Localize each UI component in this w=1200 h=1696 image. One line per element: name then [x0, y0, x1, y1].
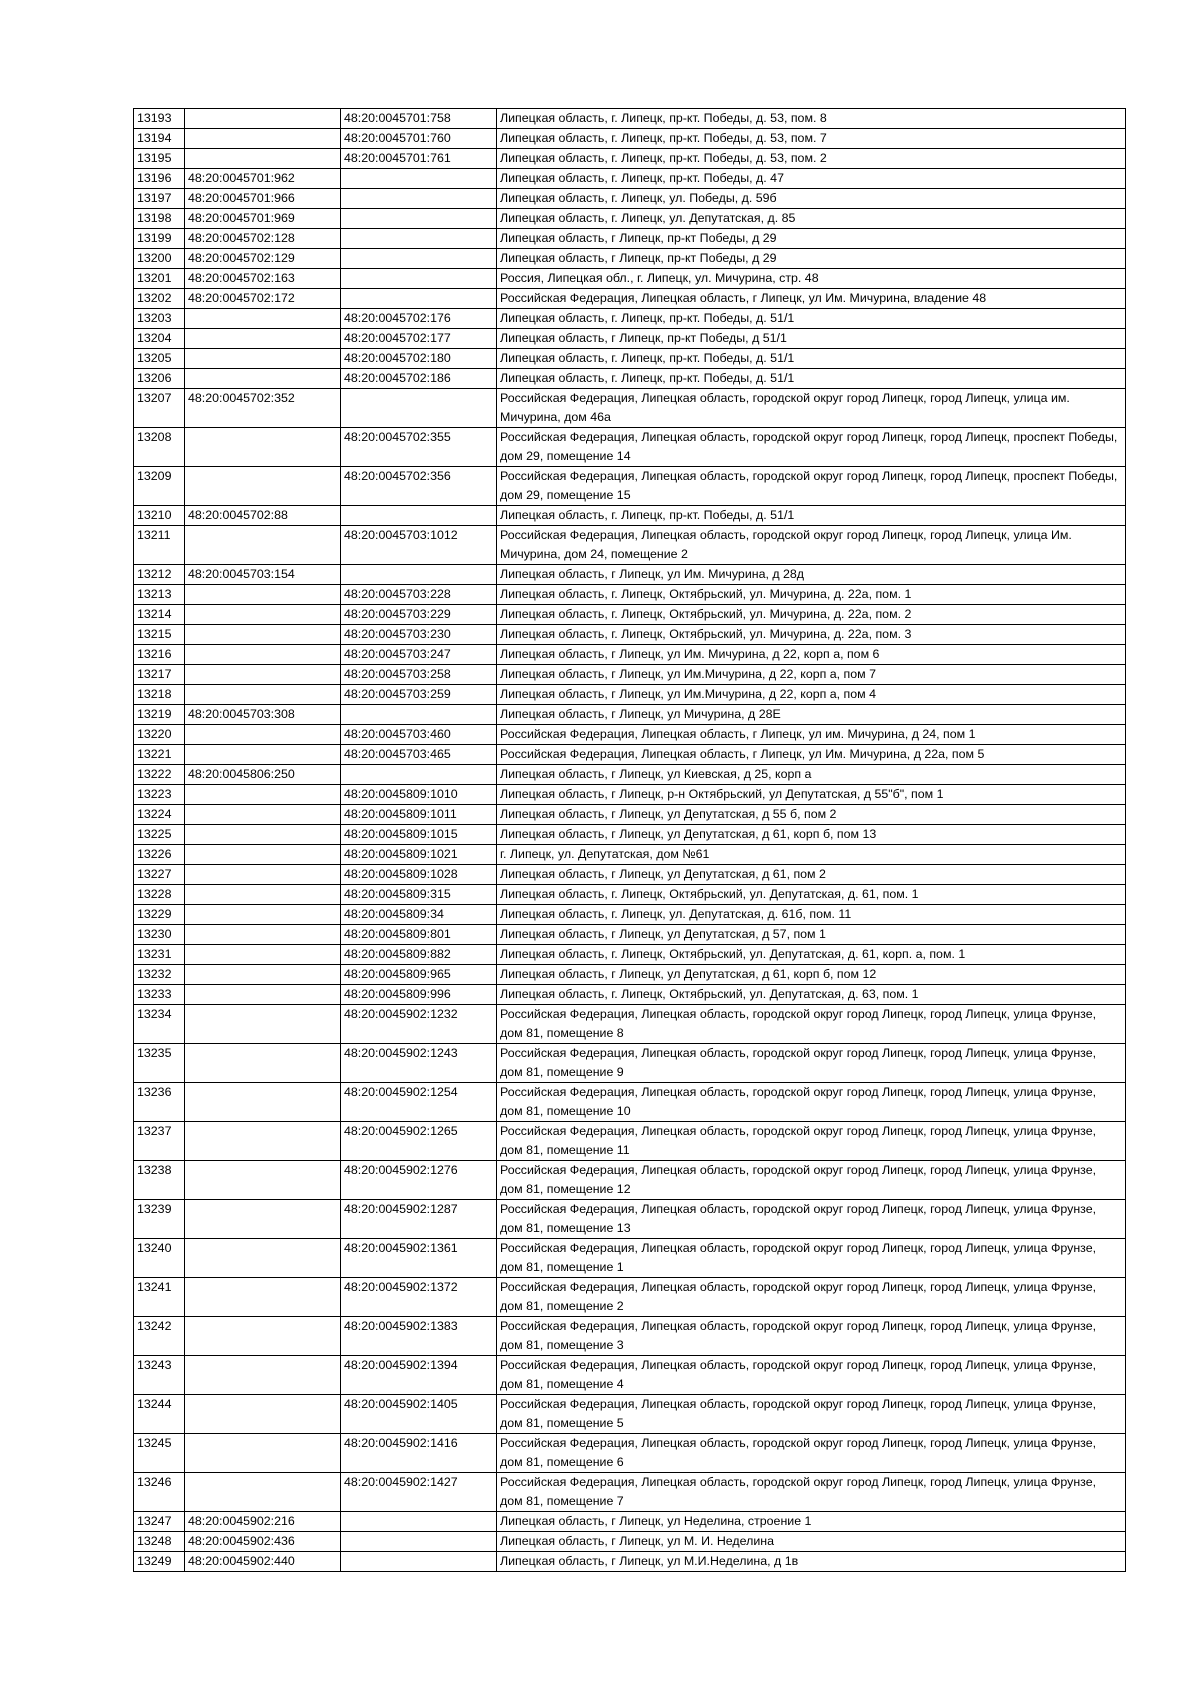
table-row — [134, 526, 1126, 565]
row-number-cell: 13235 — [134, 1044, 185, 1083]
records-table — [133, 108, 1126, 1572]
premises-cadastral-number-cell: 48:20:0045703:465 — [341, 745, 497, 765]
row-number-cell: 13225 — [134, 825, 185, 845]
row-number-cell: 13197 — [134, 189, 185, 209]
table-row — [134, 1083, 1126, 1122]
row-number-cell: 13227 — [134, 865, 185, 885]
table-row — [134, 209, 1126, 229]
records-table-body — [134, 109, 1126, 1572]
address-cell: Липецкая область, г. Липецк, пр-кт. Победы, д. 47 — [497, 169, 1126, 189]
land-cadastral-number-cell — [185, 329, 341, 349]
land-cadastral-number-cell — [185, 349, 341, 369]
address-cell: Российская Федерация, Липецкая область, городской округ город Липецк, город Липецк, улица Фрунзе, дом 81, помещение 4 — [497, 1356, 1126, 1395]
land-cadastral-number-cell — [185, 1317, 341, 1356]
land-cadastral-number-cell: 48:20:0045701:962 — [185, 169, 341, 189]
land-cadastral-number-cell: 48:20:0045702:128 — [185, 229, 341, 249]
premises-cadastral-number-cell: 48:20:0045702:177 — [341, 329, 497, 349]
address-cell: Липецкая область, г Липецк, ул Депутатская, д 61, корп б, пом 12 — [497, 965, 1126, 985]
address-cell: Липецкая область, г Липецк, ул Депутатская, д 61, пом 2 — [497, 865, 1126, 885]
land-cadastral-number-cell — [185, 1161, 341, 1200]
row-number-cell: 13212 — [134, 565, 185, 585]
table-row — [134, 585, 1126, 605]
table-row — [134, 645, 1126, 665]
table-row — [134, 109, 1126, 129]
address-cell: Российская Федерация, Липецкая область, городской округ город Липецк, город Липецк, улица Фрунзе, дом 81, помещение 2 — [497, 1278, 1126, 1317]
table-row — [134, 845, 1126, 865]
address-cell: Российская Федерация, Липецкая область, городской округ город Липецк, город Липецк, проспект Победы, дом 29, помещение 14 — [497, 428, 1126, 467]
land-cadastral-number-cell — [185, 845, 341, 865]
address-cell: Липецкая область, г. Липецк, Октябрьский, ул. Депутатская, д. 61, пом. 1 — [497, 885, 1126, 905]
premises-cadastral-number-cell: 48:20:0045701:761 — [341, 149, 497, 169]
premises-cadastral-number-cell: 48:20:0045809:996 — [341, 985, 497, 1005]
table-row — [134, 825, 1126, 845]
premises-cadastral-number-cell — [341, 289, 497, 309]
land-cadastral-number-cell — [185, 945, 341, 965]
row-number-cell: 13240 — [134, 1239, 185, 1278]
table-row — [134, 349, 1126, 369]
land-cadastral-number-cell — [185, 109, 341, 129]
row-number-cell: 13215 — [134, 625, 185, 645]
address-cell: Россия, Липецкая обл., г. Липецк, ул. Мичурина, стр. 48 — [497, 269, 1126, 289]
premises-cadastral-number-cell: 48:20:0045902:1427 — [341, 1473, 497, 1512]
premises-cadastral-number-cell: 48:20:0045701:758 — [341, 109, 497, 129]
row-number-cell: 13214 — [134, 605, 185, 625]
table-row — [134, 1434, 1126, 1473]
address-cell: Липецкая область, г. Липецк, пр-кт. Победы, д. 51/1 — [497, 506, 1126, 526]
land-cadastral-number-cell — [185, 1239, 341, 1278]
table-row — [134, 805, 1126, 825]
table-row — [134, 925, 1126, 945]
premises-cadastral-number-cell: 48:20:0045809:1021 — [341, 845, 497, 865]
table-row — [134, 725, 1126, 745]
address-cell: Российская Федерация, Липецкая область, городской округ город Липецк, город Липецк, улица Фрунзе, дом 81, помещение 5 — [497, 1395, 1126, 1434]
premises-cadastral-number-cell: 48:20:0045809:1028 — [341, 865, 497, 885]
address-cell: Российская Федерация, Липецкая область, городской округ город Липецк, город Липецк, проспект Победы, дом 29, помещение 15 — [497, 467, 1126, 506]
premises-cadastral-number-cell: 48:20:0045809:315 — [341, 885, 497, 905]
row-number-cell: 13204 — [134, 329, 185, 349]
premises-cadastral-number-cell — [341, 209, 497, 229]
address-cell: Липецкая область, г. Липецк, Октябрьский, ул. Депутатская, д. 61, корп. а, пом. 1 — [497, 945, 1126, 965]
table-row — [134, 129, 1126, 149]
row-number-cell: 13244 — [134, 1395, 185, 1434]
land-cadastral-number-cell — [185, 725, 341, 745]
row-number-cell: 13234 — [134, 1005, 185, 1044]
table-row — [134, 1395, 1126, 1434]
premises-cadastral-number-cell: 48:20:0045703:228 — [341, 585, 497, 605]
table-row — [134, 985, 1126, 1005]
address-cell: Липецкая область, г Липецк, ул Им. Мичурина, д 28д — [497, 565, 1126, 585]
row-number-cell: 13202 — [134, 289, 185, 309]
address-cell: Липецкая область, г. Липецк, пр-кт. Победы, д. 53, пом. 7 — [497, 129, 1126, 149]
table-row — [134, 885, 1126, 905]
address-cell: Липецкая область, г Липецк, ул М. И. Неделина — [497, 1532, 1126, 1552]
premises-cadastral-number-cell: 48:20:0045902:1405 — [341, 1395, 497, 1434]
address-cell: Российская Федерация, Липецкая область, городской округ город Липецк, город Липецк, улица Фрунзе, дом 81, помещение 13 — [497, 1200, 1126, 1239]
land-cadastral-number-cell — [185, 1434, 341, 1473]
row-number-cell: 13195 — [134, 149, 185, 169]
table-row — [134, 1161, 1126, 1200]
land-cadastral-number-cell — [185, 428, 341, 467]
row-number-cell: 13232 — [134, 965, 185, 985]
table-row — [134, 1317, 1126, 1356]
premises-cadastral-number-cell: 48:20:0045902:1416 — [341, 1434, 497, 1473]
premises-cadastral-number-cell: 48:20:0045809:801 — [341, 925, 497, 945]
row-number-cell: 13223 — [134, 785, 185, 805]
table-row — [134, 369, 1126, 389]
land-cadastral-number-cell: 48:20:0045702:352 — [185, 389, 341, 428]
address-cell: Российская Федерация, Липецкая область, городской округ город Липецк, город Липецк, улица Им. Мичурина, дом 24, помещение 2 — [497, 526, 1126, 565]
address-cell: Липецкая область, г. Липецк, пр-кт. Победы, д. 53, пом. 8 — [497, 109, 1126, 129]
address-cell: Российская Федерация, Липецкая область, городской округ город Липецк, город Липецк, улица Фрунзе, дом 81, помещение 1 — [497, 1239, 1126, 1278]
land-cadastral-number-cell — [185, 865, 341, 885]
address-cell: Липецкая область, г. Липецк, Октябрьский, ул. Мичурина, д. 22а, пом. 3 — [497, 625, 1126, 645]
row-number-cell: 13193 — [134, 109, 185, 129]
premises-cadastral-number-cell: 48:20:0045902:1287 — [341, 1200, 497, 1239]
table-row — [134, 605, 1126, 625]
address-cell: Липецкая область, г Липецк, ул Депутатская, д 57, пом 1 — [497, 925, 1126, 945]
table-row — [134, 467, 1126, 506]
address-cell: г. Липецк, ул. Депутатская, дом №61 — [497, 845, 1126, 865]
row-number-cell: 13242 — [134, 1317, 185, 1356]
table-row — [134, 329, 1126, 349]
table-row — [134, 309, 1126, 329]
table-row — [134, 945, 1126, 965]
row-number-cell: 13216 — [134, 645, 185, 665]
premises-cadastral-number-cell — [341, 269, 497, 289]
premises-cadastral-number-cell: 48:20:0045703:247 — [341, 645, 497, 665]
land-cadastral-number-cell: 48:20:0045702:129 — [185, 249, 341, 269]
row-number-cell: 13222 — [134, 765, 185, 785]
land-cadastral-number-cell: 48:20:0045902:216 — [185, 1512, 341, 1532]
premises-cadastral-number-cell — [341, 506, 497, 526]
land-cadastral-number-cell — [185, 1005, 341, 1044]
premises-cadastral-number-cell — [341, 169, 497, 189]
address-cell: Липецкая область, г Липецк, ул Мичурина, д 28Е — [497, 705, 1126, 725]
table-row — [134, 389, 1126, 428]
table-row — [134, 905, 1126, 925]
table-row — [134, 1532, 1126, 1552]
row-number-cell: 13203 — [134, 309, 185, 329]
table-row — [134, 149, 1126, 169]
land-cadastral-number-cell: 48:20:0045902:440 — [185, 1552, 341, 1572]
table-row — [134, 865, 1126, 885]
table-row — [134, 1356, 1126, 1395]
table-row — [134, 289, 1126, 309]
land-cadastral-number-cell — [185, 605, 341, 625]
address-cell: Российская Федерация, Липецкая область, г Липецк, ул им. Мичурина, д 24, пом 1 — [497, 725, 1126, 745]
row-number-cell: 13241 — [134, 1278, 185, 1317]
address-cell: Липецкая область, г. Липецк, пр-кт. Победы, д. 53, пом. 2 — [497, 149, 1126, 169]
land-cadastral-number-cell — [185, 905, 341, 925]
premises-cadastral-number-cell: 48:20:0045703:229 — [341, 605, 497, 625]
address-cell: Российская Федерация, Липецкая область, городской округ город Липецк, город Липецк, улица Фрунзе, дом 81, помещение 7 — [497, 1473, 1126, 1512]
premises-cadastral-number-cell: 48:20:0045902:1254 — [341, 1083, 497, 1122]
land-cadastral-number-cell: 48:20:0045902:436 — [185, 1532, 341, 1552]
table-row — [134, 506, 1126, 526]
row-number-cell: 13220 — [134, 725, 185, 745]
address-cell: Российская Федерация, Липецкая область, городской округ город Липецк, город Липецк, улица Фрунзе, дом 81, помещение 6 — [497, 1434, 1126, 1473]
address-cell: Липецкая область, г Липецк, ул М.И.Неделина, д 1в — [497, 1552, 1126, 1572]
row-number-cell: 13245 — [134, 1434, 185, 1473]
premises-cadastral-number-cell — [341, 389, 497, 428]
land-cadastral-number-cell — [185, 309, 341, 329]
table-row — [134, 625, 1126, 645]
address-cell: Российская Федерация, Липецкая область, городской округ город Липецк, город Липецк, улица Фрунзе, дом 81, помещение 12 — [497, 1161, 1126, 1200]
row-number-cell: 13230 — [134, 925, 185, 945]
table-row — [134, 189, 1126, 209]
row-number-cell: 13237 — [134, 1122, 185, 1161]
land-cadastral-number-cell — [185, 785, 341, 805]
address-cell: Липецкая область, г Липецк, пр-кт Победы, д 29 — [497, 229, 1126, 249]
row-number-cell: 13206 — [134, 369, 185, 389]
row-number-cell: 13219 — [134, 705, 185, 725]
premises-cadastral-number-cell: 48:20:0045902:1372 — [341, 1278, 497, 1317]
table-row — [134, 745, 1126, 765]
address-cell: Липецкая область, г Липецк, ул Депутатская, д 61, корп б, пом 13 — [497, 825, 1126, 845]
premises-cadastral-number-cell — [341, 1532, 497, 1552]
address-cell: Липецкая область, г. Липецк, пр-кт. Победы, д. 51/1 — [497, 369, 1126, 389]
table-row — [134, 428, 1126, 467]
row-number-cell: 13246 — [134, 1473, 185, 1512]
address-cell: Липецкая область, г Липецк, пр-кт Победы, д 29 — [497, 249, 1126, 269]
premises-cadastral-number-cell: 48:20:0045809:34 — [341, 905, 497, 925]
table-row — [134, 269, 1126, 289]
premises-cadastral-number-cell: 48:20:0045809:1015 — [341, 825, 497, 845]
land-cadastral-number-cell — [185, 1044, 341, 1083]
row-number-cell: 13194 — [134, 129, 185, 149]
table-row — [134, 785, 1126, 805]
row-number-cell: 13211 — [134, 526, 185, 565]
land-cadastral-number-cell — [185, 805, 341, 825]
address-cell: Липецкая область, г Липецк, ул Им. Мичурина, д 22, корп а, пом 6 — [497, 645, 1126, 665]
land-cadastral-number-cell: 48:20:0045702:88 — [185, 506, 341, 526]
row-number-cell: 13247 — [134, 1512, 185, 1532]
premises-cadastral-number-cell: 48:20:0045902:1243 — [341, 1044, 497, 1083]
premises-cadastral-number-cell: 48:20:0045902:1383 — [341, 1317, 497, 1356]
table-row — [134, 169, 1126, 189]
table-row — [134, 1239, 1126, 1278]
address-cell: Липецкая область, г. Липецк, пр-кт. Победы, д. 51/1 — [497, 309, 1126, 329]
table-row — [134, 765, 1126, 785]
land-cadastral-number-cell — [185, 467, 341, 506]
row-number-cell: 13249 — [134, 1552, 185, 1572]
premises-cadastral-number-cell — [341, 705, 497, 725]
land-cadastral-number-cell: 48:20:0045703:308 — [185, 705, 341, 725]
land-cadastral-number-cell — [185, 369, 341, 389]
table-row — [134, 1200, 1126, 1239]
row-number-cell: 13209 — [134, 467, 185, 506]
land-cadastral-number-cell — [185, 885, 341, 905]
premises-cadastral-number-cell: 48:20:0045809:882 — [341, 945, 497, 965]
row-number-cell: 13196 — [134, 169, 185, 189]
land-cadastral-number-cell — [185, 585, 341, 605]
premises-cadastral-number-cell — [341, 1512, 497, 1532]
address-cell: Российская Федерация, Липецкая область, г Липецк, ул Им. Мичурина, д 22а, пом 5 — [497, 745, 1126, 765]
address-cell: Липецкая область, г. Липецк, ул. Победы, д. 59б — [497, 189, 1126, 209]
premises-cadastral-number-cell: 48:20:0045703:460 — [341, 725, 497, 745]
premises-cadastral-number-cell: 48:20:0045809:965 — [341, 965, 497, 985]
premises-cadastral-number-cell: 48:20:0045703:230 — [341, 625, 497, 645]
address-cell: Липецкая область, г Липецк, ул Киевская, д 25, корп а — [497, 765, 1126, 785]
row-number-cell: 13236 — [134, 1083, 185, 1122]
land-cadastral-number-cell — [185, 1356, 341, 1395]
address-cell: Российская Федерация, Липецкая область, городской округ город Липецк, город Липецк, улица Фрунзе, дом 81, помещение 8 — [497, 1005, 1126, 1044]
land-cadastral-number-cell: 48:20:0045701:966 — [185, 189, 341, 209]
land-cadastral-number-cell — [185, 129, 341, 149]
row-number-cell: 13201 — [134, 269, 185, 289]
table-row — [134, 965, 1126, 985]
row-number-cell: 13213 — [134, 585, 185, 605]
row-number-cell: 13233 — [134, 985, 185, 1005]
table-row — [134, 1044, 1126, 1083]
land-cadastral-number-cell — [185, 1083, 341, 1122]
address-cell: Липецкая область, г Липецк, пр-кт Победы, д 51/1 — [497, 329, 1126, 349]
address-cell: Российская Федерация, Липецкая область, городской округ город Липецк, город Липецк, улица Фрунзе, дом 81, помещение 11 — [497, 1122, 1126, 1161]
land-cadastral-number-cell: 48:20:0045806:250 — [185, 765, 341, 785]
land-cadastral-number-cell — [185, 965, 341, 985]
premises-cadastral-number-cell: 48:20:0045902:1394 — [341, 1356, 497, 1395]
land-cadastral-number-cell — [185, 1278, 341, 1317]
land-cadastral-number-cell: 48:20:0045702:172 — [185, 289, 341, 309]
land-cadastral-number-cell: 48:20:0045703:154 — [185, 565, 341, 585]
premises-cadastral-number-cell: 48:20:0045703:259 — [341, 685, 497, 705]
row-number-cell: 13217 — [134, 665, 185, 685]
address-cell: Российская Федерация, Липецкая область, г Липецк, ул Им. Мичурина, владение 48 — [497, 289, 1126, 309]
land-cadastral-number-cell — [185, 825, 341, 845]
row-number-cell: 13198 — [134, 209, 185, 229]
land-cadastral-number-cell — [185, 149, 341, 169]
land-cadastral-number-cell: 48:20:0045702:163 — [185, 269, 341, 289]
table-row — [134, 1552, 1126, 1572]
address-cell: Российская Федерация, Липецкая область, городской округ город Липецк, город Липецк, улица Фрунзе, дом 81, помещение 9 — [497, 1044, 1126, 1083]
premises-cadastral-number-cell: 48:20:0045702:356 — [341, 467, 497, 506]
land-cadastral-number-cell — [185, 665, 341, 685]
premises-cadastral-number-cell: 48:20:0045703:258 — [341, 665, 497, 685]
premises-cadastral-number-cell — [341, 565, 497, 585]
address-cell: Российская Федерация, Липецкая область, городской округ город Липецк, город Липецк, улица им. Мичурина, дом 46а — [497, 389, 1126, 428]
row-number-cell: 13231 — [134, 945, 185, 965]
row-number-cell: 13229 — [134, 905, 185, 925]
premises-cadastral-number-cell: 48:20:0045902:1276 — [341, 1161, 497, 1200]
row-number-cell: 13238 — [134, 1161, 185, 1200]
row-number-cell: 13207 — [134, 389, 185, 428]
row-number-cell: 13243 — [134, 1356, 185, 1395]
table-row — [134, 1005, 1126, 1044]
premises-cadastral-number-cell: 48:20:0045902:1361 — [341, 1239, 497, 1278]
address-cell: Липецкая область, г. Липецк, ул. Депутатская, д. 85 — [497, 209, 1126, 229]
row-number-cell: 13210 — [134, 506, 185, 526]
table-row — [134, 565, 1126, 585]
address-cell: Липецкая область, г Липецк, ул Неделина, строение 1 — [497, 1512, 1126, 1532]
land-cadastral-number-cell — [185, 685, 341, 705]
address-cell: Российская Федерация, Липецкая область, городской округ город Липецк, город Липецк, улица Фрунзе, дом 81, помещение 3 — [497, 1317, 1126, 1356]
address-cell: Российская Федерация, Липецкая область, городской округ город Липецк, город Липецк, улица Фрунзе, дом 81, помещение 10 — [497, 1083, 1126, 1122]
premises-cadastral-number-cell — [341, 229, 497, 249]
table-row — [134, 1512, 1126, 1532]
land-cadastral-number-cell — [185, 1473, 341, 1512]
premises-cadastral-number-cell — [341, 189, 497, 209]
row-number-cell: 13221 — [134, 745, 185, 765]
premises-cadastral-number-cell: 48:20:0045703:1012 — [341, 526, 497, 565]
row-number-cell: 13239 — [134, 1200, 185, 1239]
land-cadastral-number-cell — [185, 925, 341, 945]
row-number-cell: 13199 — [134, 229, 185, 249]
address-cell: Липецкая область, г. Липецк, Октябрьский, ул. Депутатская, д. 63, пом. 1 — [497, 985, 1126, 1005]
table-row — [134, 229, 1126, 249]
land-cadastral-number-cell — [185, 625, 341, 645]
address-cell: Липецкая область, г Липецк, ул Им.Мичурина, д 22, корп а, пом 7 — [497, 665, 1126, 685]
premises-cadastral-number-cell: 48:20:0045902:1265 — [341, 1122, 497, 1161]
table-row — [134, 1473, 1126, 1512]
address-cell: Липецкая область, г Липецк, ул Им.Мичурина, д 22, корп а, пом 4 — [497, 685, 1126, 705]
row-number-cell: 13218 — [134, 685, 185, 705]
address-cell: Липецкая область, г. Липецк, Октябрьский, ул. Мичурина, д. 22а, пом. 1 — [497, 585, 1126, 605]
premises-cadastral-number-cell: 48:20:0045809:1011 — [341, 805, 497, 825]
premises-cadastral-number-cell — [341, 249, 497, 269]
table-row — [134, 705, 1126, 725]
table-row — [134, 665, 1126, 685]
table-row — [134, 1122, 1126, 1161]
land-cadastral-number-cell — [185, 1200, 341, 1239]
row-number-cell: 13208 — [134, 428, 185, 467]
land-cadastral-number-cell — [185, 1395, 341, 1434]
land-cadastral-number-cell: 48:20:0045701:969 — [185, 209, 341, 229]
row-number-cell: 13205 — [134, 349, 185, 369]
land-cadastral-number-cell — [185, 645, 341, 665]
land-cadastral-number-cell — [185, 985, 341, 1005]
row-number-cell: 13224 — [134, 805, 185, 825]
table-row — [134, 1278, 1126, 1317]
row-number-cell: 13248 — [134, 1532, 185, 1552]
premises-cadastral-number-cell: 48:20:0045902:1232 — [341, 1005, 497, 1044]
premises-cadastral-number-cell: 48:20:0045702:176 — [341, 309, 497, 329]
row-number-cell: 13200 — [134, 249, 185, 269]
premises-cadastral-number-cell — [341, 1552, 497, 1572]
row-number-cell: 13228 — [134, 885, 185, 905]
premises-cadastral-number-cell — [341, 765, 497, 785]
address-cell: Липецкая область, г Липецк, р-н Октябрьский, ул Депутатская, д 55"б", пом 1 — [497, 785, 1126, 805]
address-cell: Липецкая область, г Липецк, ул Депутатская, д 55 б, пом 2 — [497, 805, 1126, 825]
land-cadastral-number-cell — [185, 1122, 341, 1161]
address-cell: Липецкая область, г. Липецк, Октябрьский, ул. Мичурина, д. 22а, пом. 2 — [497, 605, 1126, 625]
premises-cadastral-number-cell: 48:20:0045702:186 — [341, 369, 497, 389]
table-row — [134, 685, 1126, 705]
address-cell: Липецкая область, г. Липецк, ул. Депутатская, д. 61б, пом. 11 — [497, 905, 1126, 925]
land-cadastral-number-cell — [185, 526, 341, 565]
table-row — [134, 249, 1126, 269]
premises-cadastral-number-cell: 48:20:0045702:355 — [341, 428, 497, 467]
premises-cadastral-number-cell: 48:20:0045701:760 — [341, 129, 497, 149]
premises-cadastral-number-cell: 48:20:0045809:1010 — [341, 785, 497, 805]
premises-cadastral-number-cell: 48:20:0045702:180 — [341, 349, 497, 369]
row-number-cell: 13226 — [134, 845, 185, 865]
address-cell: Липецкая область, г. Липецк, пр-кт. Победы, д. 51/1 — [497, 349, 1126, 369]
land-cadastral-number-cell — [185, 745, 341, 765]
